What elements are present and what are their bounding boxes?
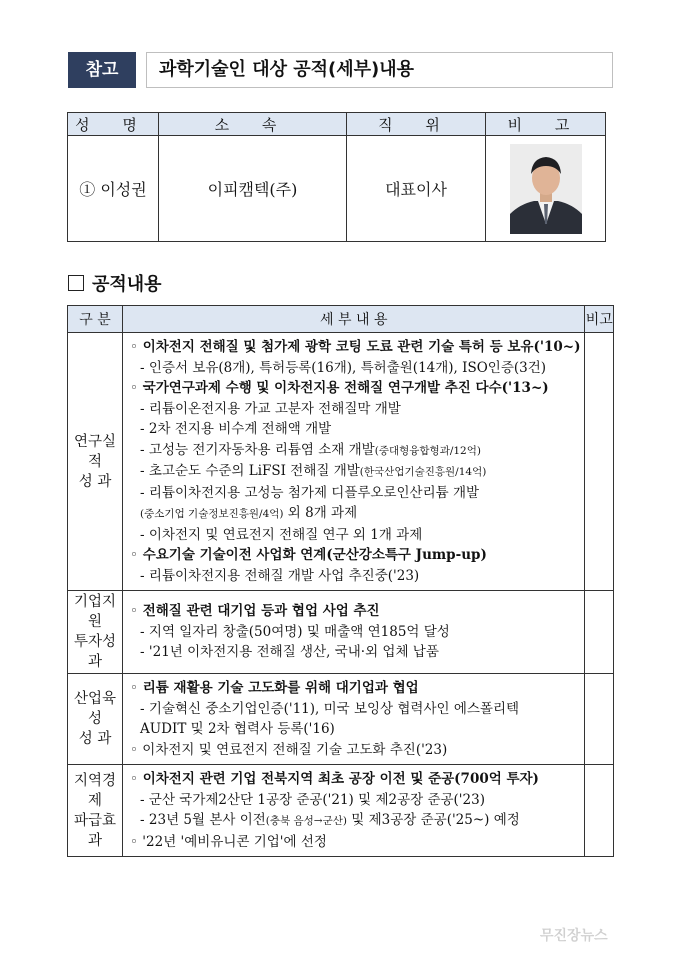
detail-line bbox=[130, 503, 580, 525]
detail-text: ◦ 리튬 재활용 기술 고도화를 위해 대기업과 협업 bbox=[130, 680, 419, 696]
detail-line bbox=[130, 769, 580, 790]
detail-text: - 고성능 전기자동차용 리튬염 소재 개발 bbox=[140, 441, 375, 458]
row-details bbox=[123, 333, 585, 591]
category-line: 투자성과 bbox=[74, 634, 117, 670]
detail-line bbox=[130, 810, 580, 832]
detail-text: - 리튬이차전지용 고성능 첨가제 디플루오로인산리튬 개발 bbox=[140, 484, 480, 501]
person-table bbox=[67, 112, 606, 242]
detail-text: - 리튬이온전지용 가교 고분자 전해질막 개발 bbox=[140, 400, 401, 417]
detail-line bbox=[130, 399, 580, 420]
detail-line bbox=[130, 642, 580, 663]
reference-tag: 참고 bbox=[68, 52, 136, 88]
document-header bbox=[68, 52, 613, 90]
portrait-photo bbox=[510, 144, 582, 234]
detail-line bbox=[130, 525, 580, 546]
detail-text: ◦ 이차전지 전해질 및 첨가제 광학 코팅 도료 관련 기술 특허 등 보유('10~) bbox=[130, 339, 581, 355]
detail-text: - 2차 전지용 비수계 전해액 개발 bbox=[140, 421, 332, 437]
row-details bbox=[123, 765, 585, 857]
row-details bbox=[123, 674, 585, 765]
person-name: ① 이성권 bbox=[68, 136, 159, 242]
table-row bbox=[68, 333, 614, 591]
category-line: 기업지원 bbox=[74, 594, 117, 630]
detail-line bbox=[130, 719, 580, 740]
detail-text: - '21년 이차전지용 전해질 생산, 국내·외 업체 납품 bbox=[140, 644, 439, 661]
detail-line bbox=[130, 419, 580, 440]
detail-line bbox=[130, 358, 580, 379]
category-line: 지역경제 bbox=[74, 772, 117, 809]
row-details bbox=[123, 591, 585, 674]
detail-text: - 군산 국가제2산단 1공장 준공('21) 및 제2공장 준공('23) bbox=[140, 791, 485, 808]
detail-line bbox=[130, 566, 580, 587]
category-line: 파급효과 bbox=[74, 812, 117, 849]
detail-note: 및 제3공장 준공('25~) 예정 bbox=[346, 812, 520, 828]
header-name: 성 명 bbox=[68, 113, 159, 136]
detail-line bbox=[130, 790, 580, 811]
checkbox-square-icon bbox=[68, 275, 84, 291]
detail-line bbox=[130, 461, 580, 483]
table-row bbox=[68, 674, 614, 765]
detail-line bbox=[130, 740, 580, 761]
detail-text: ◦ 수요기술 기술이전 사업화 연계(군산강소특구 Jump-up) bbox=[130, 547, 487, 563]
detail-line bbox=[130, 601, 580, 622]
header-remarks: 비고 bbox=[585, 306, 614, 333]
person-position: 대표이사 bbox=[347, 136, 486, 242]
detail-text: ◦ 이차전지 및 연료전지 전해질 기술 고도화 추진('23) bbox=[130, 741, 448, 758]
detail-line bbox=[130, 678, 580, 699]
table-row bbox=[68, 591, 614, 674]
row-remarks bbox=[585, 674, 614, 765]
header-note: 비 고 bbox=[486, 113, 606, 136]
detail-text: AUDIT 및 2차 협력사 등록('16) bbox=[140, 721, 335, 737]
watermark: 무진장뉴스 bbox=[540, 928, 608, 944]
detail-line bbox=[130, 337, 580, 358]
row-remarks bbox=[585, 765, 614, 857]
row-category bbox=[68, 674, 123, 765]
detail-line bbox=[130, 622, 580, 643]
row-category bbox=[68, 765, 123, 857]
detail-text: ◦ '22년 '예비유니콘 기업'에 선정 bbox=[130, 833, 327, 850]
person-affiliation: 이피캠텍(주) bbox=[159, 136, 347, 242]
category-line: 성 과 bbox=[78, 473, 112, 490]
title-box bbox=[146, 52, 613, 88]
detail-text: ◦ 이차전지 관련 기업 전북지역 최초 공장 이전 및 준공(700억 투자) bbox=[130, 771, 539, 787]
row-remarks bbox=[585, 333, 614, 591]
detail-text: - 이차전지 및 연료전지 전해질 연구 외 1개 과제 bbox=[140, 526, 423, 543]
detail-note: 외 8개 과제 bbox=[283, 505, 358, 521]
detail-line bbox=[130, 440, 580, 462]
detail-text: - 인증서 보유(8개), 특허등록(16개), 특허출원(14개), ISO인증(3건) bbox=[140, 359, 547, 376]
header-category: 구 분 bbox=[68, 306, 123, 333]
table-row bbox=[68, 765, 614, 857]
detail-text: - 기술혁신 중소기업인증('11), 미국 보잉상 협력사인 에스폴리텍 bbox=[140, 700, 520, 717]
header-position: 직 위 bbox=[347, 113, 486, 136]
section-heading bbox=[68, 270, 162, 296]
category-line: 성 과 bbox=[78, 731, 112, 747]
photo-cell bbox=[486, 136, 606, 242]
section-title: 공적내용 bbox=[92, 274, 162, 295]
row-remarks bbox=[585, 591, 614, 674]
page-title: 과학기술인 대상 공적(세부)내용 bbox=[159, 59, 415, 80]
category-line: 산업육성 bbox=[74, 691, 117, 727]
detail-note: (한국산업기술진흥원/14억) bbox=[359, 466, 487, 478]
detail-line bbox=[130, 483, 580, 504]
detail-text: ◦ 국가연구과제 수행 및 이차전지용 전해질 연구개발 추진 다수('13~) bbox=[130, 380, 549, 396]
detail-text: - 23년 5월 본사 이전 bbox=[140, 812, 266, 828]
detail-text: - 리튬이차전지용 전해질 개발 사업 추진중('23) bbox=[140, 567, 420, 584]
header-details: 세 부 내 용 bbox=[123, 306, 585, 333]
merit-table bbox=[67, 305, 614, 857]
row-category bbox=[68, 591, 123, 674]
detail-text: ◦ 전해질 관련 대기업 등과 협업 사업 추진 bbox=[130, 603, 380, 620]
header-affiliation: 소 속 bbox=[159, 113, 347, 136]
detail-note: (중대형융합형과/12억) bbox=[374, 444, 481, 457]
detail-text: - 초고순도 수준의 LiFSI 전해질 개발 bbox=[140, 463, 360, 479]
detail-note: (충북 음성→군산) bbox=[265, 815, 347, 827]
detail-line bbox=[130, 832, 580, 853]
detail-line bbox=[130, 545, 580, 566]
detail-text: - 지역 일자리 창출(50여명) 및 매출액 연185억 달성 bbox=[140, 623, 450, 640]
detail-line bbox=[130, 699, 580, 720]
row-category bbox=[68, 333, 123, 591]
category-line: 연구실적 bbox=[74, 433, 117, 470]
detail-line bbox=[130, 378, 580, 399]
detail-text: (중소기업 기술정보진흥원/4억) bbox=[140, 508, 284, 520]
